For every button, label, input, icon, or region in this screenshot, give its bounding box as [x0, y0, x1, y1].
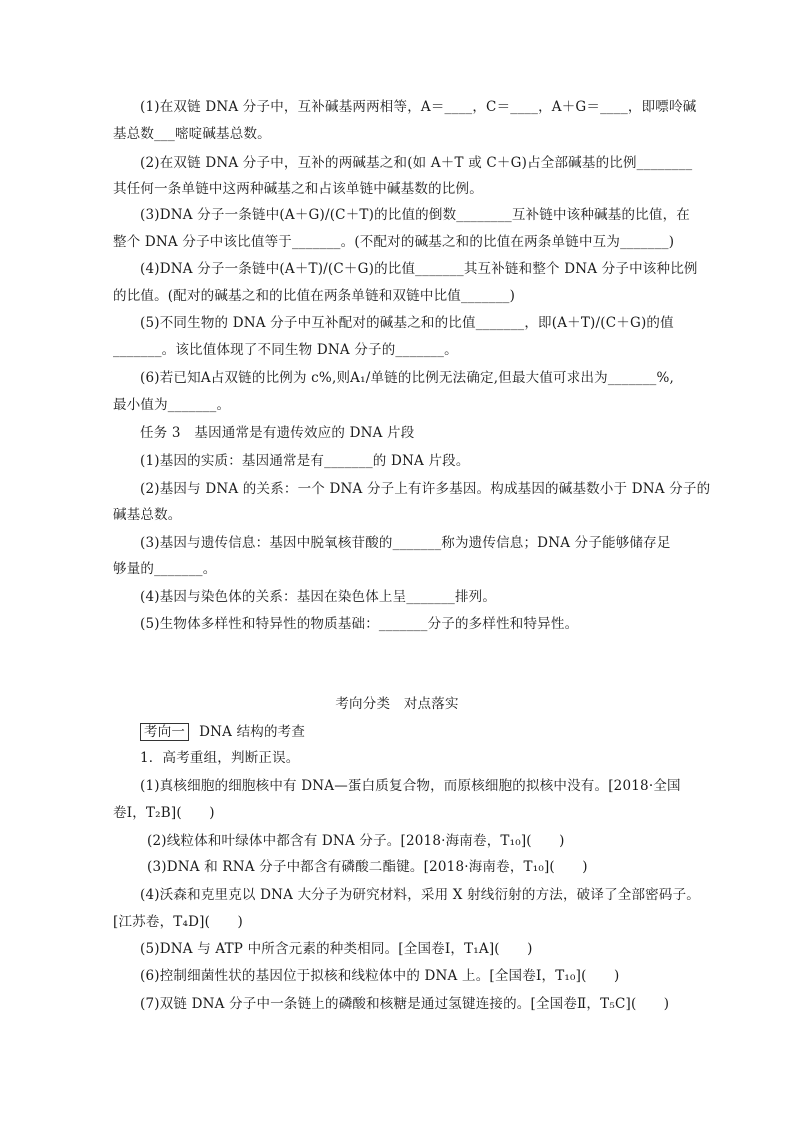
base-pairing-item-5: (5)不同生物的 DNA 分子中互补配对的碱基之和的比值_______，即(A＋T)/(C＋G)的值 [140, 315, 674, 331]
base-pairing-item-1-cont: 基总数___嘧啶碱基总数。 [113, 126, 271, 142]
direction-1-title: DNA 结构的考查 [199, 724, 306, 740]
direction-1-tag: 考向一 [140, 723, 189, 741]
base-pairing-item-4: (4)DNA 分子一条链中(A＋T)/(C＋G)的比值_______其互补链和整个 DNA 分子中该种比例 [140, 261, 698, 277]
question-1-title: 1．高考重组，判断正误。 [140, 750, 300, 766]
base-pairing-item-6-cont: 最小值为_______。 [113, 397, 231, 413]
base-pairing-item-3: (3)DNA 分子一条链中(A＋G)/(C＋T)的比值的倒数________互补链中该种碱基的比值，在 [140, 207, 690, 223]
task3-item-4: (4)基因与染色体的关系：基因在染色体上呈_______排列。 [140, 589, 497, 605]
question-1-item-6: (6)控制细菌性状的基因位于拟核和线粒体中的 DNA 上。[全国卷Ⅰ，T₁₀]( ) [140, 968, 620, 984]
section-heading: 考向分类 对点落实 [335, 696, 459, 712]
base-pairing-item-5-cont: _______。该比值体现了不同生物 DNA 分子的_______。 [113, 342, 458, 358]
task3-title: 任务 3 基因通常是有遗传效应的 DNA 片段 [140, 425, 415, 441]
task3-item-3: (3)基因与遗传信息：基因中脱氧核苷酸的_______称为遗传信息；DNA 分子能够储存足 [140, 535, 671, 551]
task3-item-2-cont: 碱基总数。 [113, 507, 182, 523]
task3-item-2: (2)基因与 DNA 的关系：一个 DNA 分子上有许多基因。构成基因的碱基数小于 DNA 分子的 [140, 481, 711, 497]
direction-1-heading [140, 722, 694, 742]
task3-item-1: (1)基因的实质：基因通常是有_______的 DNA 片段。 [140, 453, 470, 469]
question-1-item-5: (5)DNA 与 ATP 中所含元素的种类相同。[全国卷Ⅰ，T₁A]( ) [140, 941, 533, 957]
task3-item-3-cont: 够量的_______。 [113, 561, 217, 577]
question-1-item-4-cont: [江苏卷，T₄D]( ) [113, 914, 243, 930]
base-pairing-item-6: (6)若已知A占双链的比例为 c%,则A₁/单链的比例无法确定,但最大值可求出为_______%, [140, 370, 675, 386]
base-pairing-item-2-cont: 其任何一条单链中这两种碱基之和占该单链中碱基数的比例。 [113, 181, 483, 197]
question-1-item-7: (7)双链 DNA 分子中一条链上的磷酸和核糖是通过氢键连接的。[全国卷Ⅱ，T₅C]( ) [140, 996, 670, 1012]
question-1-item-4: (4)沃森和克里克以 DNA 大分子为研究材料，采用 X 射线衍射的方法，破译了全部密码子。 [140, 887, 700, 903]
question-1-item-2: (2)线粒体和叶绿体中都含有 DNA 分子。[2018·海南卷，T₁₀]( ) [147, 833, 565, 849]
task3-item-5: (5)生物体多样性和特异性的物质基础：_______分子的多样性和特异性。 [140, 616, 579, 632]
base-pairing-item-3-cont: 整个 DNA 分子中该比值等于_______。(不配对的碱基之和的比值在两条单链中互为_______) [113, 234, 675, 250]
base-pairing-item-4-cont: 的比值。(配对的碱基之和的比值在两条单链和双链中比值_______) [113, 288, 516, 304]
question-1-item-3: (3)DNA 和 RNA 分子中都含有磷酸二酯键。[2018·海南卷，T₁₀]( ) [147, 859, 588, 875]
base-pairing-item-1: (1)在双链 DNA 分子中，互补碱基两两相等，A＝____，C＝____，A＋G＝____，即嘌呤碱 [140, 99, 697, 115]
base-pairing-item-2: (2)在双链 DNA 分子中，互补的两碱基之和(如 A＋T 或 C＋G)占全部碱基的比例________ [140, 155, 693, 171]
question-1-item-1-cont: 卷Ⅰ，T₂B]( ) [113, 805, 215, 821]
question-1-item-1: (1)真核细胞的细胞核中有 DNA—蛋白质复合物，而原核细胞的拟核中没有。[2018·全国 [140, 778, 681, 794]
